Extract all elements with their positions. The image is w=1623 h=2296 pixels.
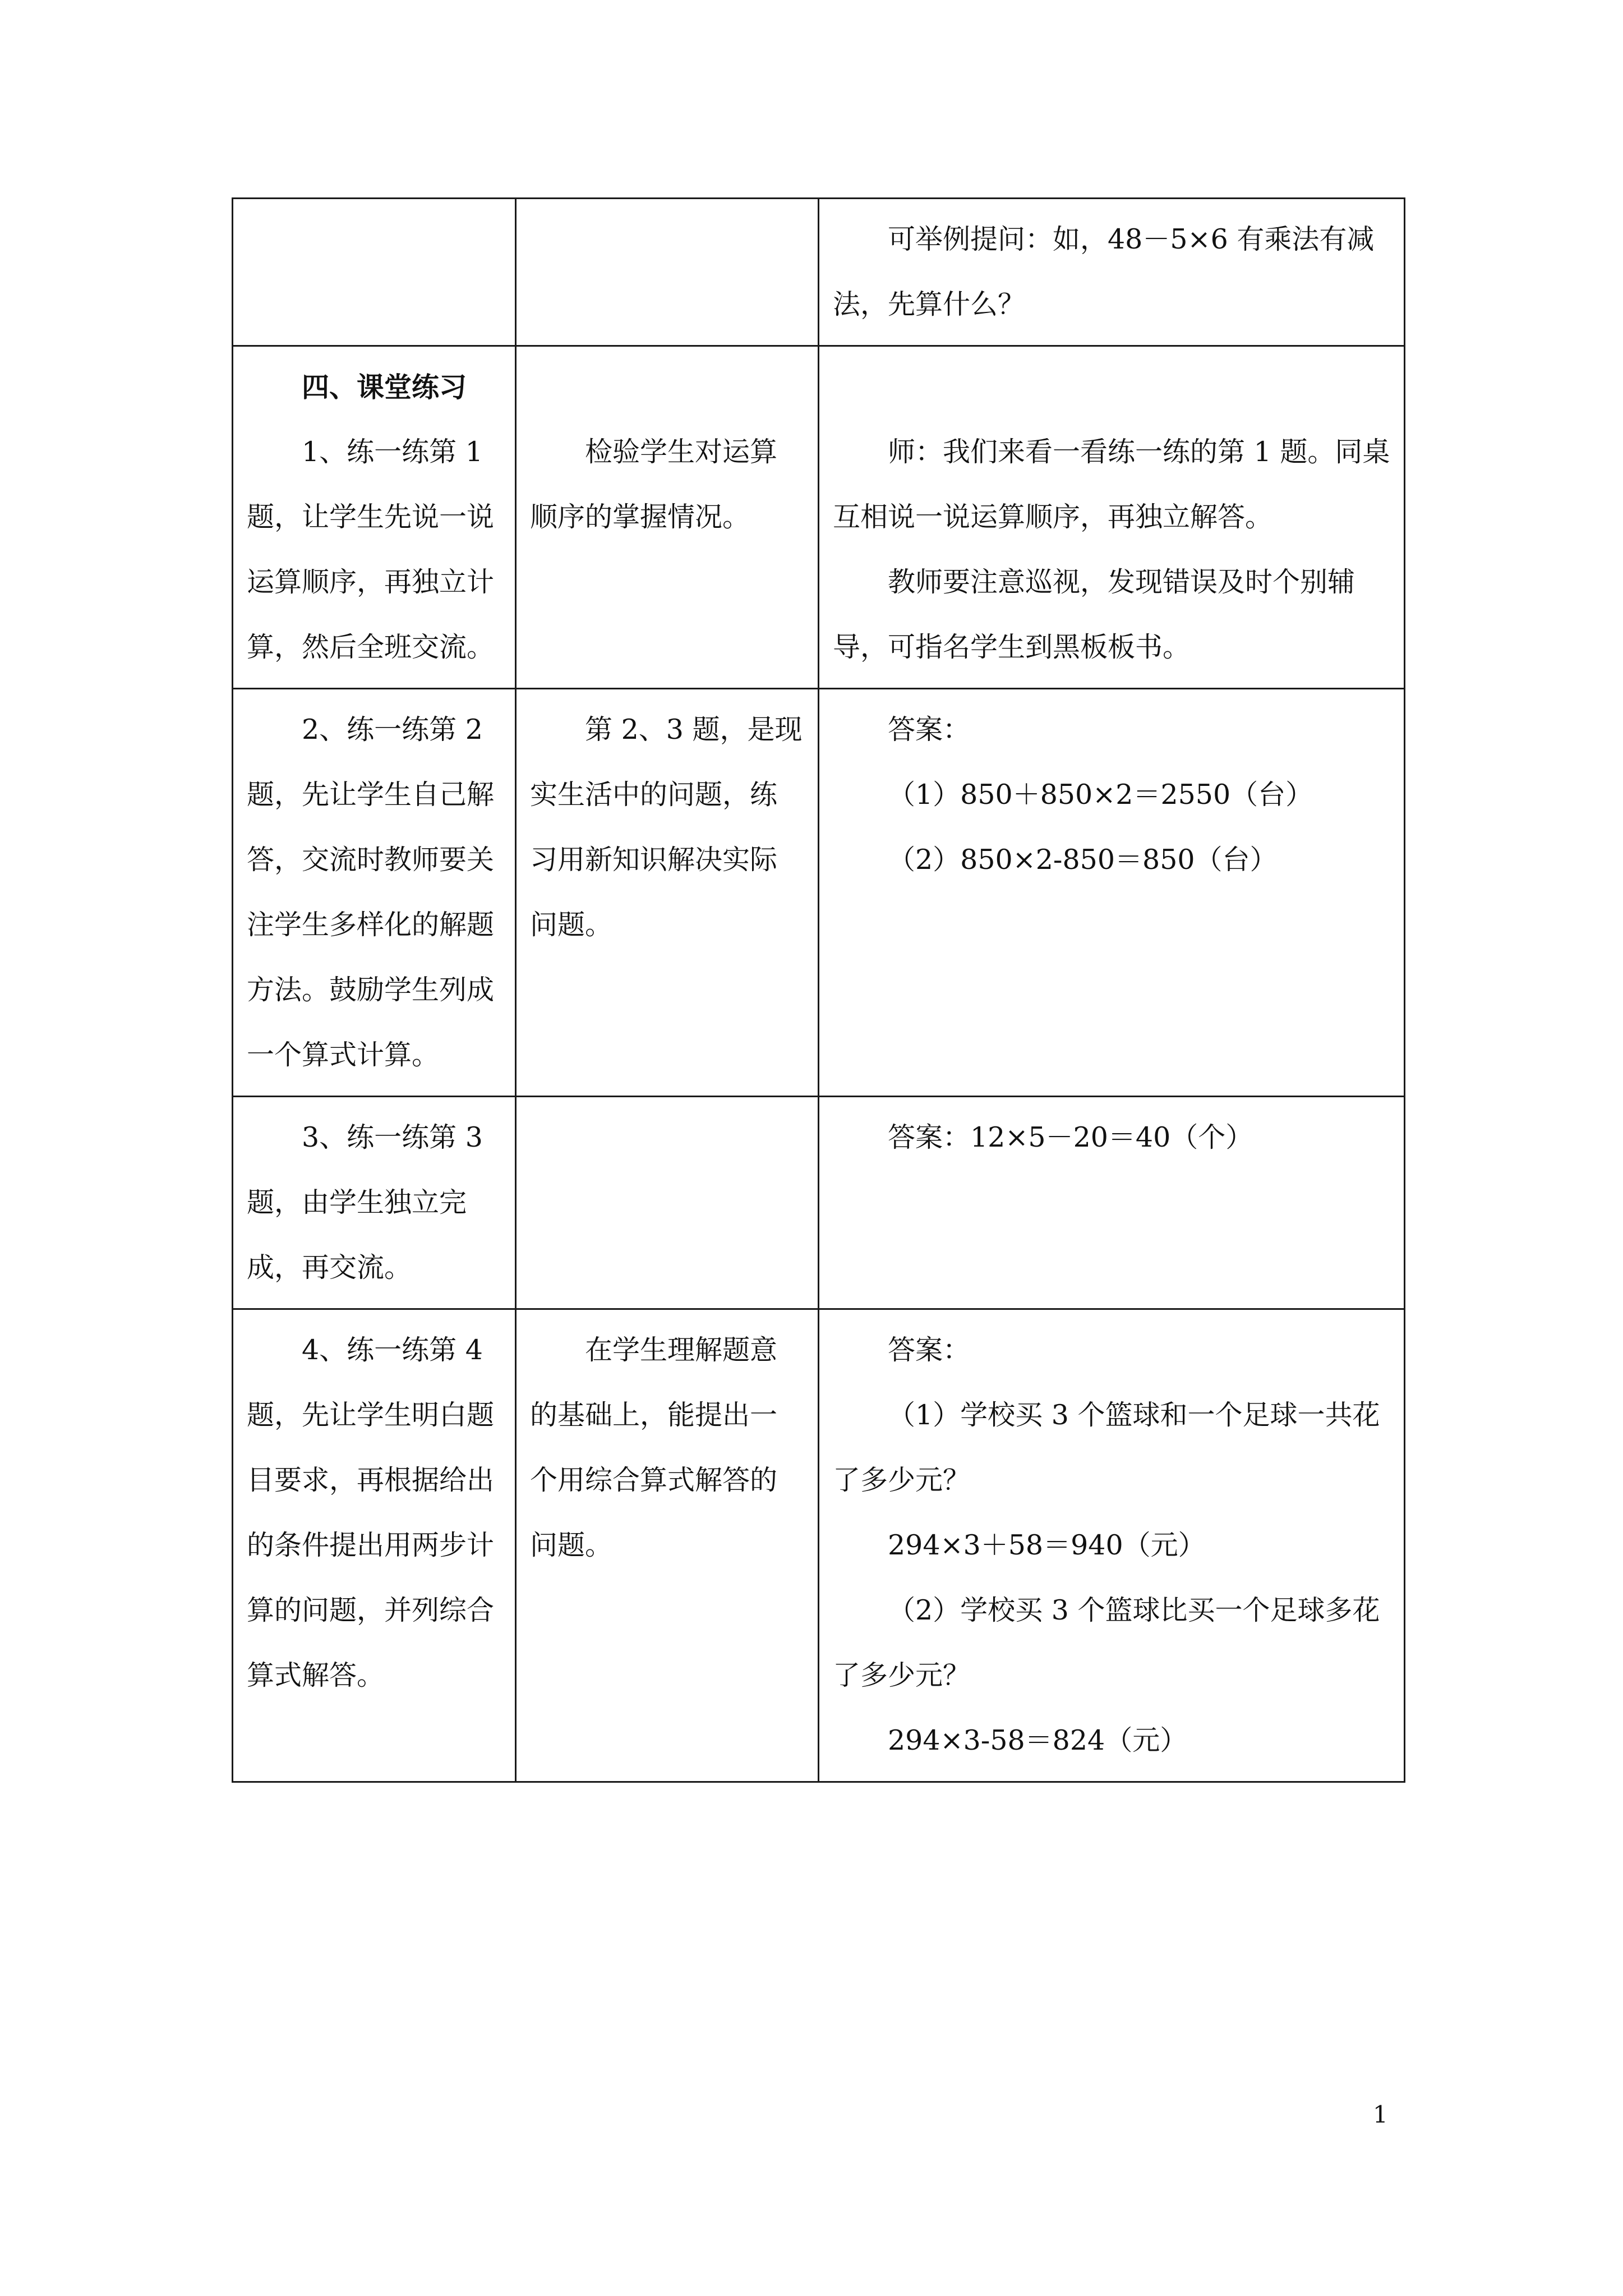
activity-cell: [233, 1097, 516, 1309]
guidance-cell: [819, 689, 1405, 1097]
guidance-text: 师：我们来看一看练一练的第 1 题。同桌互相说一说运算顺序，再独立解答。: [833, 436, 1390, 533]
section-heading: 四、课堂练习: [302, 371, 467, 403]
purpose-text: 第 2、3 题，是现实生活中的问题，练习用新知识解决实际问题。: [530, 714, 803, 941]
table-row: [233, 1097, 1405, 1309]
answer-question: （2）学校买 3 个篮球比买一个足球多花了多少元？: [833, 1594, 1380, 1691]
answer-label: 答案：: [888, 1334, 971, 1366]
purpose-text: 检验学生对运算顺序的掌握情况。: [530, 436, 778, 533]
guidance-cell: [819, 199, 1405, 346]
activity-text: 3、练一练第 3 题，由学生独立完成，再交流。: [247, 1121, 483, 1283]
guidance-cell: [819, 1097, 1405, 1309]
answer-text: 294×3-58＝824（元）: [888, 1724, 1188, 1756]
answer-text: （1）850＋850×2＝2550（台）: [888, 779, 1313, 811]
lesson-plan-table: [232, 197, 1405, 1783]
page-number: 1: [1373, 2101, 1388, 2128]
activity-cell: [233, 689, 516, 1097]
answer-label: 答案：: [888, 714, 971, 746]
activity-text: 1、练一练第 1 题，让学生先说一说运算顺序，再独立计算，然后全班交流。: [247, 436, 495, 663]
answer-text: （2）850×2-850＝850（台）: [888, 844, 1278, 876]
activity-cell: [233, 199, 516, 346]
answer-question: （1）学校买 3 个篮球和一个足球一共花了多少元？: [833, 1399, 1380, 1496]
purpose-cell: [516, 689, 819, 1097]
activity-text: 2、练一练第 2 题，先让学生自己解答，交流时教师要关注学生多样化的解题方法。鼓励学生列成一个算式计算。: [247, 714, 495, 1071]
activity-cell: [233, 346, 516, 689]
activity-cell: [233, 1309, 516, 1782]
table-row: [233, 1309, 1405, 1782]
table-row: [233, 689, 1405, 1097]
purpose-cell: [516, 346, 819, 689]
answer-text: 294×3＋58＝940（元）: [888, 1529, 1206, 1561]
purpose-text: 在学生理解题意的基础上，能提出一个用综合算式解答的问题。: [530, 1334, 778, 1561]
guidance-text: 教师要注意巡视，发现错误及时个别辅导，可指名学生到黑板板书。: [833, 566, 1355, 663]
activity-text: 4、练一练第 4 题，先让学生明白题目要求，再根据给出的条件提出用两步计算的问题，并列综合算式解答。: [247, 1334, 495, 1691]
table-row: [233, 199, 1405, 346]
answer-text: 答案：12×5－20＝40（个）: [888, 1121, 1253, 1153]
purpose-cell: [516, 1309, 819, 1782]
purpose-cell: [516, 199, 819, 346]
purpose-cell: [516, 1097, 819, 1309]
table-row: [233, 346, 1405, 689]
guidance-cell: [819, 346, 1405, 689]
guidance-text: 可举例提问：如，48－5×6 有乘法有减法，先算什么？: [833, 223, 1375, 320]
guidance-cell: [819, 1309, 1405, 1782]
